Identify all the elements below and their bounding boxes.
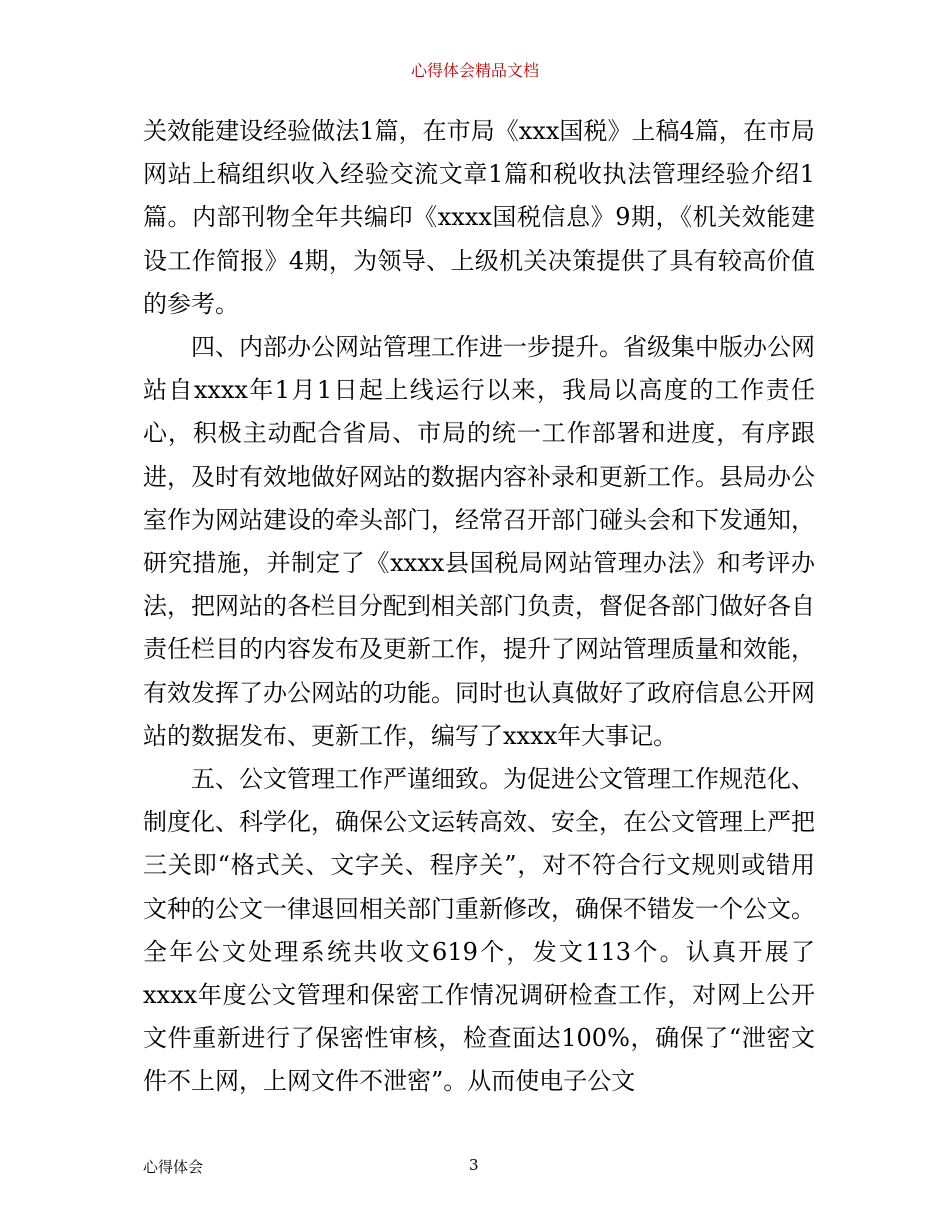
page-header-title: 心得体会精品文档 <box>410 61 539 80</box>
paragraph-document-management: 五、公文管理工作严谨细致。为促进公文管理工作规范化、制度化、科学化，确保公文运转高效、安全，在公文管理上严把三关即“格式关、文字关、程序关”，对不符合行文规则或错用文种的公文一律退回相关部门重新修改，确保不错发一个公文。全年公文处理系统共收文619个，发文113个。认真开展了xxxx年度公文管理和保密工作情况调研检查工作，对网上公开文件重新进行了保密性审核，检查面达100%，确保了“泄密文件不上网，上网文件不泄密”。从而使电子公文 <box>143 765 815 1096</box>
page-number: 3 <box>469 1156 479 1174</box>
footer-label: 心得体会 <box>143 1158 204 1176</box>
document-body <box>143 110 815 1104</box>
paragraph-website-management: 四、内部办公网站管理工作进一步提升。省级集中版办公网站自xxxx年1月1日起上线运行以来，我局以高度的工作责任心，积极主动配合省局、市局的统一工作部署和进度，有序跟进，及时有效地做好网站的数据内容补录和更新工作。县局办公室作为网站建设的牵头部门，经常召开部门碰头会和下发通知，研究措施，并制定了《xxxx县国税局网站管理办法》和考评办法，把网站的各栏目分配到相关部门负责，督促各部门做好各自责任栏目的内容发布及更新工作，提升了网站管理质量和效能，有效发挥了办公网站的功能。同时也认真做好了政府信息公开网站的数据发布、更新工作，编写了xxxx年大事记。 <box>143 333 815 750</box>
paragraph-continuation: 关效能建设经验做法1篇，在市局《xxx国税》上稿4篇，在市局网站上稿组织收入经验交流文章1篇和税收执法管理经验介绍1篇。内部刊物全年共编印《xxxx国税信息》9期，《机关效能建设工作简报》4期，为领导、上级机关决策提供了具有较高价值的参考。 <box>143 117 815 318</box>
